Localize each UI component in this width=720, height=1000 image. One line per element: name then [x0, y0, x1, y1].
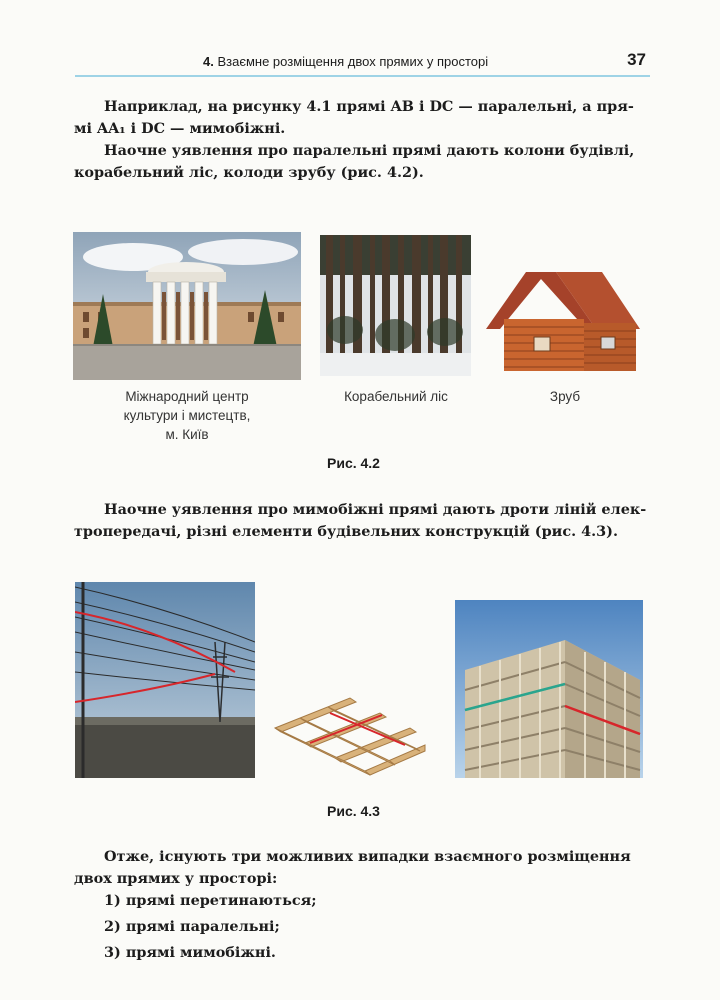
list-item: 3) прямі мимобіжні.	[104, 944, 276, 961]
caption-rotunda-line-1: Міжнародний центр	[125, 389, 249, 404]
intro-line-1: Наприклад, на рисунку 4.1 прямі AB і DC — паралельні, а пря-	[104, 98, 634, 115]
photo-log-house	[486, 267, 640, 373]
conclusion-line-1: Отже, існують три можливих випадки взаємного розміщення	[104, 848, 631, 865]
conclusion-text	[74, 846, 650, 890]
photo-power-lines	[75, 582, 255, 778]
intro-line-2: мі AA₁ і DC — мимобіжні.	[74, 120, 286, 137]
caption-rotunda	[96, 387, 278, 444]
middle-line-1: Наочне уявлення про мимобіжні прямі дають дроти ліній елек-	[104, 501, 647, 518]
caption-rotunda-line-2: культури і мистецтв,	[123, 408, 251, 423]
running-header	[75, 48, 650, 76]
page-number: 37	[627, 50, 646, 69]
intro-line-3: Наочне уявлення про паралельні прямі дають колони будівлі,	[104, 142, 635, 159]
middle-line-2: тропередачі, різні елементи будівельних конструкцій (рис. 4.3).	[74, 523, 618, 540]
figure-4-3-label: Рис. 4.3	[327, 803, 380, 819]
list-item: 2) прямі паралельні;	[104, 918, 280, 935]
section-title: 4. Взаємне розміщення двох прямих у просторі	[203, 54, 489, 69]
middle-text	[74, 499, 650, 543]
photo-building-construction	[455, 600, 643, 778]
conclusion-line-2: двох прямих у просторі:	[74, 870, 278, 887]
list-item: 1) прямі перетинаються;	[104, 892, 317, 909]
header-rule	[75, 75, 650, 77]
caption-rotunda-line-3: м. Київ	[165, 427, 209, 442]
figure-4-2-label: Рис. 4.2	[327, 455, 380, 471]
intro-text	[74, 96, 650, 184]
photo-rotunda	[73, 232, 301, 380]
cases-list	[104, 892, 317, 970]
photo-pine-forest	[320, 235, 471, 376]
illustration-wooden-frame	[270, 693, 430, 778]
intro-line-4: корабельний ліс, колоди зрубу (рис. 4.2).	[74, 164, 424, 181]
caption-log-house: Зруб	[549, 389, 581, 404]
caption-forest: Корабельний ліс	[344, 389, 448, 404]
